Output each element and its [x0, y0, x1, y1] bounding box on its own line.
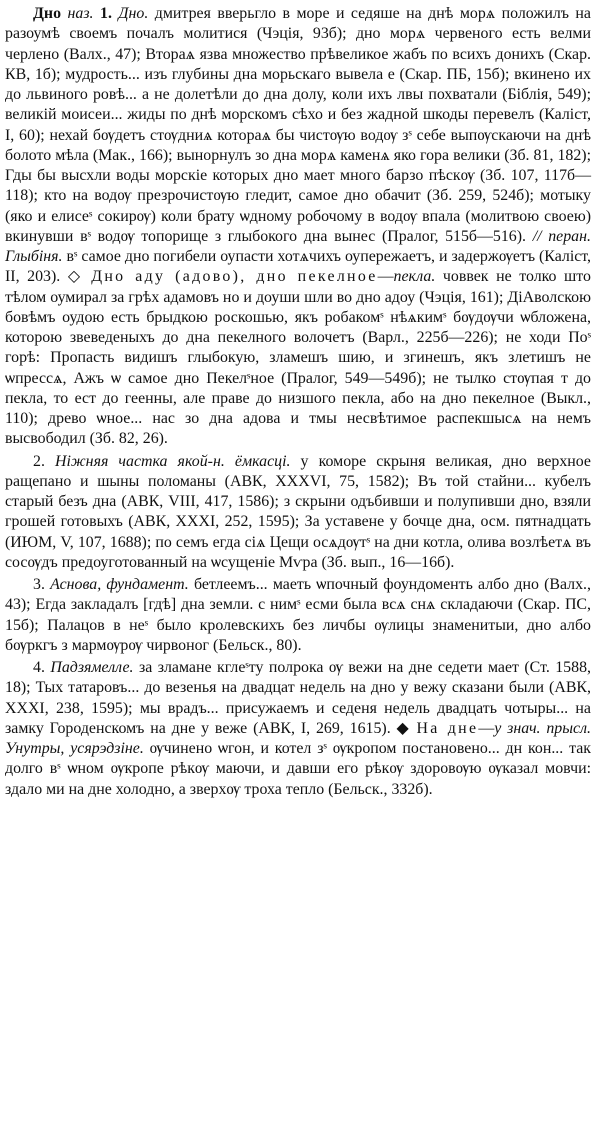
- sense-1-citations-c: човвек не толко што тѣлом оумирал за грѣх адамовъ но и доуши шли во дно адоу (Чэція, 161); ДіАволскою бовѣмъ оудою есть брыдкою роскошью, якъ робакомˢ нѣѧкимˢ бѹдѹчи ѡбложена, которою звеведеныхъ до дна пекелного волочетъ (Варл., 225б—226); не ходи Поˢ горѣ: Пропасть видишъ глыбокую, зламешъ шию, и згинешъ, якъ злетишъ не ѡпрессѧ, Ажъ ѡ самое дно Пекелˢное (Пралог, 549—549б); не тылко стѹпая т до пекла, то ест до геенны, але праве до низшого пекла, або на дно пекелное (Выкл., 110); древо ѡное... нас зо дна адова и тмы несвѣтимое распекшысѧ на немъ высвободил (Зб. 82, 26).: [5, 268, 591, 448]
- sense-1-paragraph: [5, 4, 591, 450]
- sense-1-number: 1.: [100, 5, 112, 22]
- sense-1-separator: //: [532, 227, 542, 245]
- phrase-na-dne-definition: у знач. прысл. Унутры, усярэдзіне.: [5, 719, 591, 757]
- headword: Дно: [33, 5, 62, 22]
- grammar-label: наз.: [67, 5, 94, 22]
- sense-4-paragraph: [5, 658, 591, 800]
- sense-3-definition: Аснова, фундамент.: [50, 576, 189, 593]
- sense-1-figurative-label: перан. Глыбіня.: [5, 227, 591, 265]
- phrase-filled-diamond-icon: ◆: [396, 719, 411, 737]
- sense-3-paragraph: [5, 575, 591, 656]
- sense-3-number: 3.: [33, 576, 45, 593]
- phrase-diamond-icon: ◇: [67, 268, 84, 286]
- phrase-dash: —: [377, 268, 394, 286]
- sense-4-citations-a: за зламане кглеˢту полрока ѹ вежи на дне седети мает (Ст. 1588, 18); Тых татаровъ... до везенья на двадцат недель на дно у вежу сказани были (АВК, XXXI, 238, 1595); мы врадъ... присужаемъ и седеня недель двадцать чотыры... на замку Городенскомъ на дне у веже (АВК, І, 269, 1615).: [5, 659, 591, 737]
- sense-1-citations-a: дмитрея вверьгло в море и седяше на днѣ морѧ положилъ на разоумѣ своемъ почалъ молитися (Чэція, 93б); дно морѧ червеного есть велми черлено (Валх., 47); Втораѧ язва множество прѣвеликое жабъ по всихъ донихъ (Скар. КВ, 1б); мудрость... изъ глубины дна морьскаго вывела е (Скар. ПБ, 15б); вкинено их до львиного ровѣ... а не долетѣли до дна долу, коли ихъ лвы похватали (Біблія, 549); великій моисеи... жиды по днѣ морскомъ сѣхо и без жадной шкоды перевелъ (Каліст, І, 60); нехай бѹдетъ стѹдниѧ котораѧ бы чистѹю водѹ зˢ себе выпѹскаючи на днѣ болото мѣла (Мак., 166); вынорнулъ зо дна морѧ каменѧ яко гора велики (Зб. 81, 182); Гды бы высхли воды морскіе которых дно мает много барзо пѣскѹ (Зб. 107, 117б—118); кто на водѹ презрочистѹю гледит, самое дно обачит (Зб. 259, 524б); мотыку (яко и елисеˢ сокирѹ) коли брату ѡдному робочому в водѹ впала (молитвою своею) вкинувши вˢ водѹ топорище з глыбокого дна вынес (Пралог, 515б—516).: [5, 5, 591, 245]
- sense-1-citations-b: вˢ самое дно погибели оупасти хотѧчихъ оупережаетъ, и задержѹетъ (Каліст, ІІ, 203).: [5, 248, 592, 286]
- sense-4-citations-b: ѹчинено ѡгон, и котел зˢ ѹкропом постановено... дн кон... так долго вˢ ѡном ѹкропе рѣкѹ маючи, и давши его рѣкѹ здоровѹю ѹказал мовчи: здало ми на дне холодно, а зверхѹ троха тепло (Бельск., 332б).: [5, 740, 591, 798]
- sense-2-definition: Ніжняя частка якой-н. ёмкасці.: [55, 452, 291, 470]
- sense-2-number: 2.: [33, 452, 45, 470]
- sense-2-citations: у коморе скрыня великая, дно верхное ращепано и шыны поломаны (АВК, XXXVI, 75, 1582); Въ той стайни... кубелъ старый безъ дна (АВК, VIII, 417, 1586); з скрыни одъбивши и полупивши дно, взяли грошей готовыхъ (АВК, XXXI, 252, 1595); За уставене у бочце дна, осм. пятнадцать (ИЮМ, V, 107, 1688); по семъ егда сіѧ Цещи осѧдѹтˢ на дни котла, олива возлѣетѧ въ сосѹдъ предоуготованный на ѡсущеніе Мѵра (Зб. вып., 16—16б).: [5, 452, 591, 571]
- phrase-dno-adu: Дно аду (адово), дно пекелное: [91, 268, 378, 286]
- phrase-dno-adu-definition: пекла.: [393, 268, 436, 286]
- sense-4-number: 4.: [33, 659, 45, 676]
- sense-1-definition: Дно.: [118, 5, 149, 22]
- phrase-na-dne-dash: —: [478, 719, 495, 737]
- phrase-na-dne: На дне: [416, 719, 479, 737]
- sense-4-definition: Падзямелле.: [50, 659, 134, 676]
- sense-2-paragraph: [5, 452, 591, 574]
- sense-3-citations: бетлеемъ... маеть ѡпочный фоундоменть албо дно (Валх., 43); Егда закладалъ [гдѣ] дна земли. с нимˢ есми была всѧ снѧ складаючи (Скар. ПС, 15б); Палацов в неˢ было кролевскихъ без личбы ѹлицы знаменитыи, дно албо бѹркгъ з мармѹрѹ чирвоног (Бельск., 80).: [5, 576, 591, 654]
